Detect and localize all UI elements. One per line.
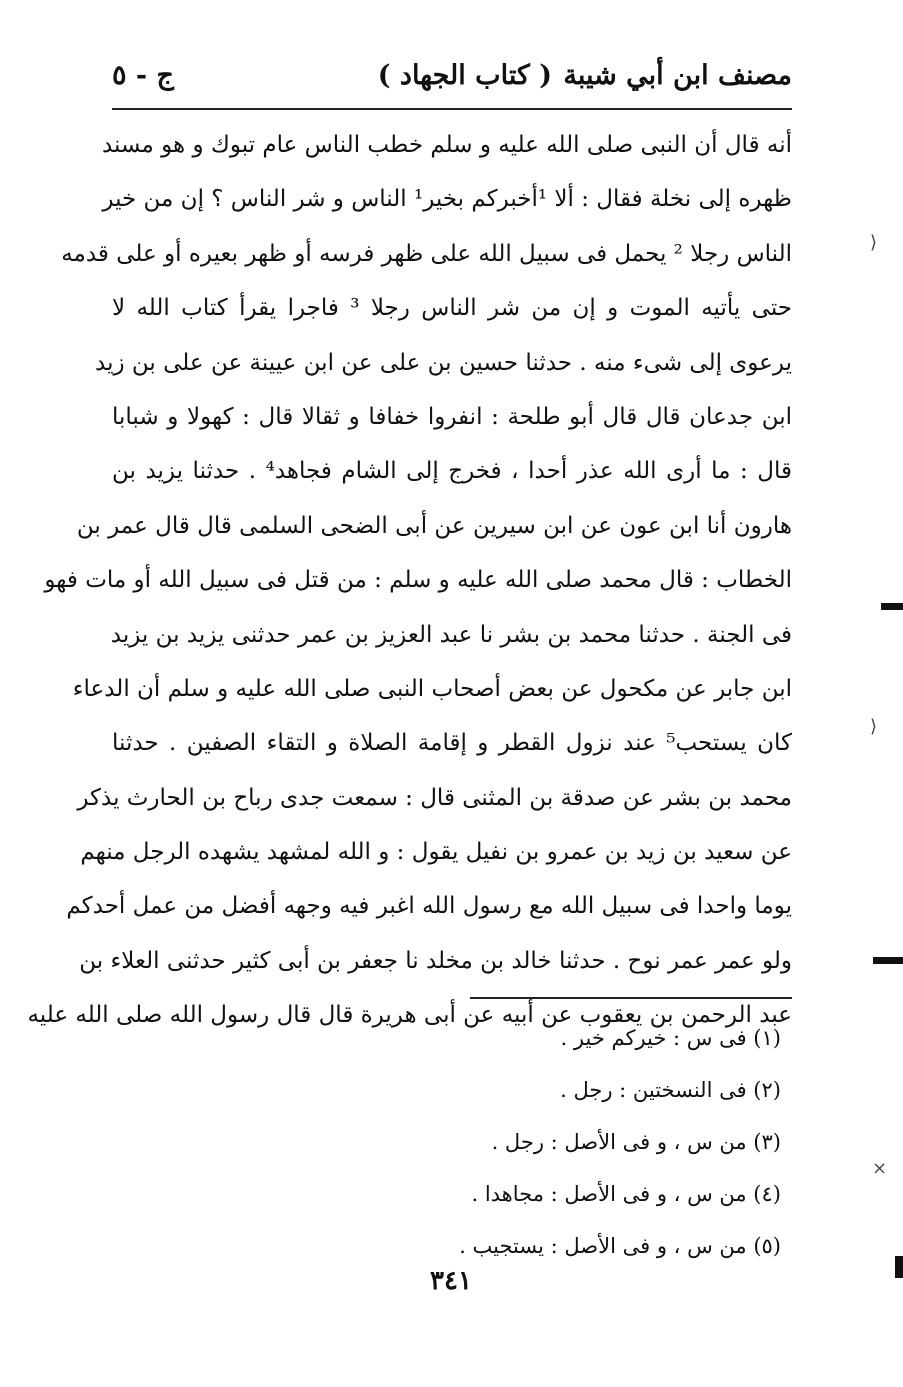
scan-edge-mark: [895, 1256, 903, 1278]
text-line: هارون أنا ابن عون عن ابن سيرين عن أبى الضحى السلمى قال قال عمر بن: [76, 512, 792, 539]
footnote: (٣) من س ، و فى الأصل : رجل .: [491, 1130, 781, 1154]
text-line: الخطاب : قال محمد صلى الله عليه و سلم : من قتل فى سبيل الله أو مات فهو: [44, 567, 792, 594]
text-line: يرعوى إلى شىء منه . حدثنا حسين بن على عن ابن عيينة عن على بن زيد: [95, 349, 792, 376]
text-line: محمد بن بشر عن صدقة بن المثنى قال : سمعت جدى رباح بن الحارث يذكر: [77, 784, 792, 811]
footnote: (٤) من س ، و فى الأصل : مجاهدا .: [471, 1182, 781, 1206]
page-number: ٣٤١: [430, 1266, 472, 1296]
text-line: قال : ما أرى الله عذر أحدا ، فخرج إلى الشام فجاهد⁴ . حدثنا يزيد بن: [112, 458, 793, 485]
header-rule: [112, 108, 792, 110]
text-line: يوما واحدا فى سبيل الله مع رسول الله اغبر فيه وجهه أفضل من عمل أحدكم: [66, 893, 792, 920]
scan-edge-mark: [881, 603, 903, 610]
text-line: كان يستحب⁵ عند نزول القطر و إقامة الصلاة و التقاء الصفين . حدثنا: [112, 730, 792, 757]
text-line: فى الجنة . حدثنا محمد بن بشر نا عبد العزيز بن عمر حدثنى يزيد بن يزيد: [110, 621, 792, 648]
footnote: (٥) من س ، و فى الأصل : يستجيب .: [459, 1234, 781, 1258]
text-line: ابن جدعان قال قال أبو طلحة : انفروا خفافا و ثقالا قال : كهولا و شبابا: [112, 403, 792, 430]
text-line: ظهره إلى نخلة فقال : ألا ¹أخبركم بخير¹ الناس و شر الناس ؟ إن من خير: [102, 186, 792, 213]
text-line: الناس رجلا ² يحمل فى سبيل الله على ظهر فرسه أو ظهر بعيره أو على قدمه: [61, 240, 792, 267]
footnote: (١) فى س : خيركم خير .: [560, 1026, 781, 1050]
scan-edge-mark: [873, 957, 903, 964]
footnote: (٢) فى النسختين : رجل .: [560, 1078, 781, 1102]
margin-mark: ⟩: [870, 716, 878, 737]
text-line: عبد الرحمن بن يعقوب عن أبيه عن أبى هريرة قال قال رسول الله صلى الله عليه: [27, 1002, 792, 1029]
text-line: أنه قال أن النبى صلى الله عليه و سلم خطب الناس عام تبوك و هو مسند: [101, 132, 792, 158]
text-line: ابن جابر عن مكحول عن بعض أصحاب النبى صلى الله عليه و سلم أن الدعاء: [72, 675, 792, 702]
text-line: عن سعيد بن زيد بن عمرو بن نفيل يقول : و الله لمشهد يشهده الرجل منهم: [80, 839, 792, 866]
main-text: [27, 118, 793, 1043]
margin-mark: ×: [872, 1158, 888, 1179]
running-header: [112, 58, 792, 104]
text-line: حتى يأتيه الموت و إن من شر الناس رجلا ³ فاجرا يقرأ كتاب الله لا: [112, 295, 792, 322]
margin-mark: ⟩: [870, 232, 878, 253]
header-volume: ج - ٥: [112, 60, 174, 91]
footnotes: [361, 1012, 781, 1272]
footnote-rule: [470, 997, 792, 999]
text-line: ولو عمر عمر نوح . حدثنا خالد بن مخلد نا جعفر بن أبى كثير حدثنى العلاء بن: [79, 947, 792, 974]
header-chapter-title: ( كتاب الجهاد ): [377, 60, 552, 91]
header-book-title: مصنف ابن أبي شيبة: [563, 60, 792, 91]
